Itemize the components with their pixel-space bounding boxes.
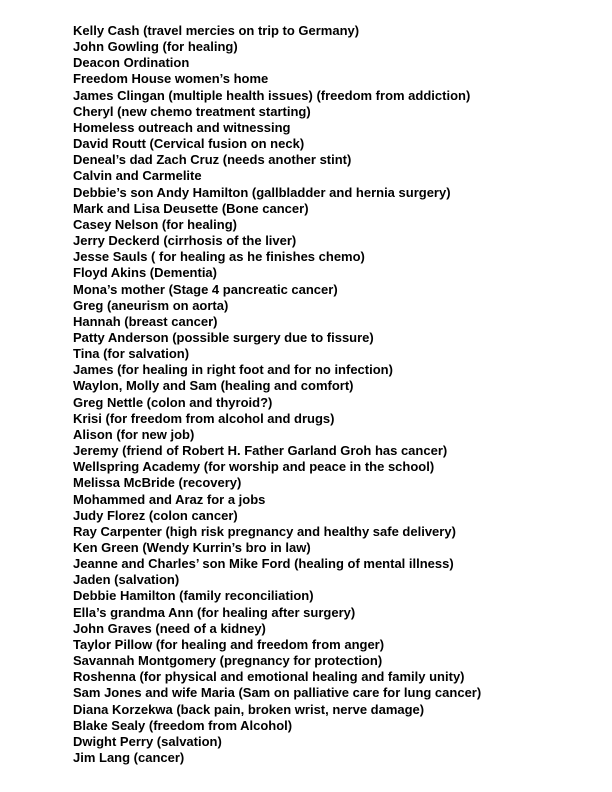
list-item: Debbie Hamilton (family reconciliation) (73, 588, 314, 604)
list-item: Hannah (breast cancer) (73, 313, 218, 329)
list-item: John Gowling (for healing) (73, 39, 238, 55)
list-item: Waylon, Molly and Sam (healing and comfort) (73, 378, 354, 394)
list-item: Ray Carpenter (high risk pregnancy and healthy safe delivery) (73, 523, 456, 539)
list-item: John Graves (need of a kidney) (73, 620, 266, 636)
list-item: Deacon Ordination (73, 55, 190, 71)
list-item: Debbie’s son Andy Hamilton (gallbladder and hernia surgery) (73, 184, 451, 200)
list-item: Mona’s mother (Stage 4 pancreatic cancer) (73, 281, 338, 297)
list-item: Floyd Akins (Dementia) (73, 265, 217, 281)
list-item: Jesse Sauls ( for healing as he finishes chemo) (73, 249, 365, 265)
list-item: James (for healing in right foot and for no infection) (73, 362, 393, 378)
list-item: Blake Sealy (freedom from Alcohol) (73, 717, 293, 733)
list-item: Jim Lang (cancer) (73, 750, 185, 766)
list-item: Jeremy (friend of Robert H. Father Garland Groh has cancer) (73, 443, 448, 459)
list-item: Jeanne and Charles’ son Mike Ford (healing of mental illness) (73, 556, 454, 572)
list-item: Dwight Perry (salvation) (73, 733, 222, 749)
list-item: David Routt (Cervical fusion on neck) (73, 136, 305, 152)
prayer-list (73, 23, 603, 766)
list-item: James Clingan (multiple health issues) (freedom from addiction) (73, 87, 471, 103)
list-item: Ella’s grandma Ann (for healing after surgery) (73, 604, 356, 620)
list-item: Jaden (salvation) (73, 572, 180, 588)
list-item: Casey Nelson (for healing) (73, 216, 237, 232)
list-item: Cheryl (new chemo treatment starting) (73, 103, 311, 119)
list-item: Deneal’s dad Zach Cruz (needs another stint) (73, 152, 352, 168)
list-item: Mohammed and Araz for a jobs (73, 491, 266, 507)
list-item: Roshenna (for physical and emotional healing and family unity) (73, 669, 465, 685)
list-item: Calvin and Carmelite (73, 168, 202, 184)
list-item: Tina (for salvation) (73, 346, 190, 362)
list-item: Greg Nettle (colon and thyroid?) (73, 394, 273, 410)
list-item: Melissa McBride (recovery) (73, 475, 242, 491)
list-item: Krisi (for freedom from alcohol and drugs) (73, 410, 335, 426)
list-item: Judy Florez (colon cancer) (73, 507, 238, 523)
list-item: Jerry Deckerd (cirrhosis of the liver) (73, 233, 297, 249)
list-item: Wellspring Academy (for worship and peace in the school) (73, 459, 435, 475)
list-item: Kelly Cash (travel mercies on trip to Germany) (73, 23, 360, 38)
list-item: Greg (aneurism on aorta) (73, 297, 229, 313)
list-item: Ken Green (Wendy Kurrin’s bro in law) (73, 540, 311, 555)
list-item: Diana Korzekwa (back pain, broken wrist, nerve damage) (73, 701, 425, 717)
list-item: Savannah Montgomery (pregnancy for protection) (73, 653, 383, 669)
list-item: Mark and Lisa Deusette (Bone cancer) (73, 200, 309, 216)
list-item: Sam Jones and wife Maria (Sam on palliative care for lung cancer) (73, 685, 482, 701)
list-item: Patty Anderson (possible surgery due to fissure) (73, 329, 374, 345)
list-item: Alison (for new job) (73, 426, 195, 442)
list-item: Freedom House women’s home (73, 71, 269, 87)
list-item: Taylor Pillow (for healing and freedom from anger) (73, 636, 385, 652)
list-item: Homeless outreach and witnessing (73, 119, 291, 135)
